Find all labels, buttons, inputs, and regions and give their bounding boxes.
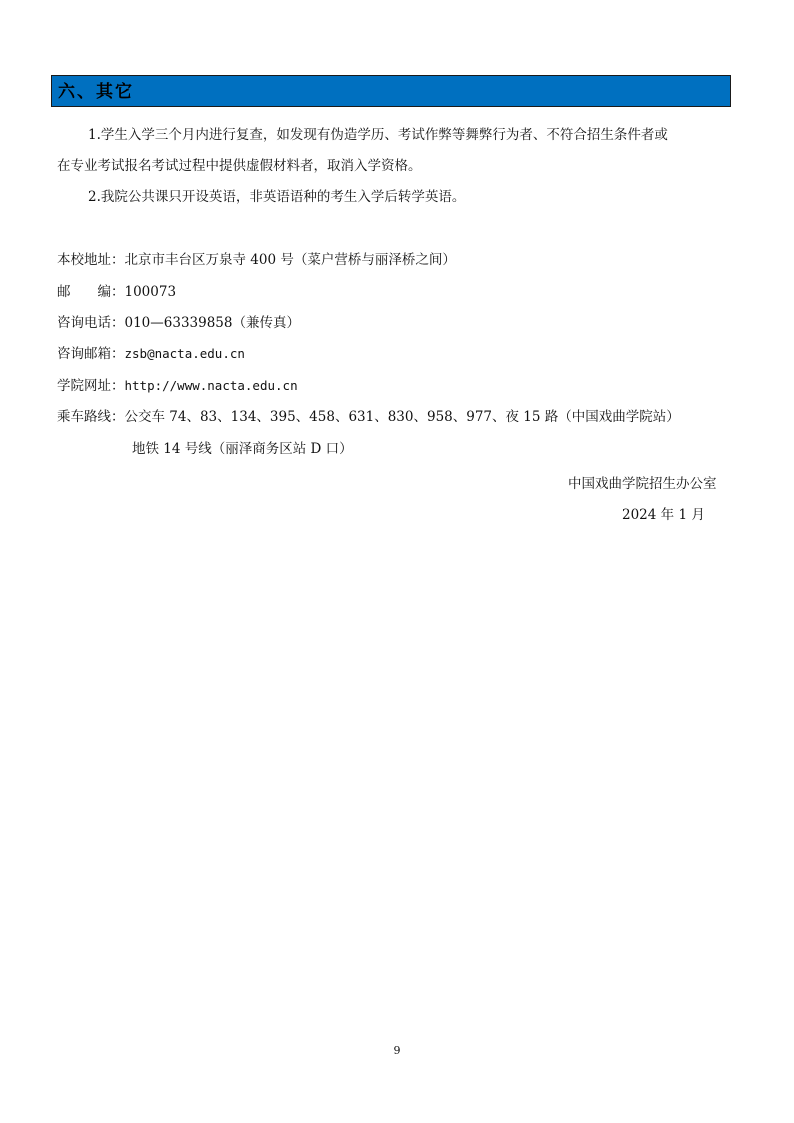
- address-value: 北京市丰台区万泉寺 400 号（菜户营桥与丽泽桥之间）: [124, 252, 456, 268]
- signature-office: 中国戏曲学院招生办公室: [568, 476, 717, 492]
- paragraph-1-line-1: 1.学生入学三个月内进行复查，如发现有伪造学历、考试作弊等舞弊行为者、不符合招生条件者或: [88, 127, 668, 143]
- email-line: [57, 344, 245, 364]
- website-link[interactable]: http://www.nacta.edu.cn: [124, 378, 298, 393]
- route-subway-value: 地铁 14 号线（丽泽商务区站 D 口）: [132, 441, 353, 457]
- postcode-value: 100073: [124, 284, 177, 300]
- email-value[interactable]: zsb@nacta.edu.cn: [124, 346, 245, 361]
- page-number: 9: [393, 1044, 401, 1057]
- website-line: [57, 376, 298, 396]
- email-label: 咨询邮箱：: [57, 346, 125, 362]
- route-line: [57, 407, 680, 427]
- phone-line: [57, 313, 300, 333]
- paragraph-1-line-2: 在专业考试报名考试过程中提供虚假材料者，取消入学资格。: [57, 158, 422, 174]
- postcode-label: 邮 编：: [57, 284, 125, 300]
- address-label: 本校地址：: [57, 252, 125, 268]
- phone-label: 咨询电话：: [57, 315, 125, 331]
- signature-date: 2024 年 1 月: [622, 507, 705, 523]
- phone-value: 010—63339858（兼传真）: [124, 315, 300, 331]
- address-line: [57, 250, 456, 270]
- route-label: 乘车路线：: [57, 409, 125, 425]
- paragraph-2: 2.我院公共课只开设英语，非英语语种的考生入学后转学英语。: [88, 189, 466, 205]
- route-bus-value: 公交车 74、83、134、395、458、631、830、958、977、夜 15 路（中国戏曲学院站）: [124, 409, 680, 425]
- website-label: 学院网址：: [57, 378, 125, 394]
- postcode-line: [57, 282, 176, 302]
- section-header: [51, 75, 731, 107]
- section-title: 六、其它: [58, 82, 134, 102]
